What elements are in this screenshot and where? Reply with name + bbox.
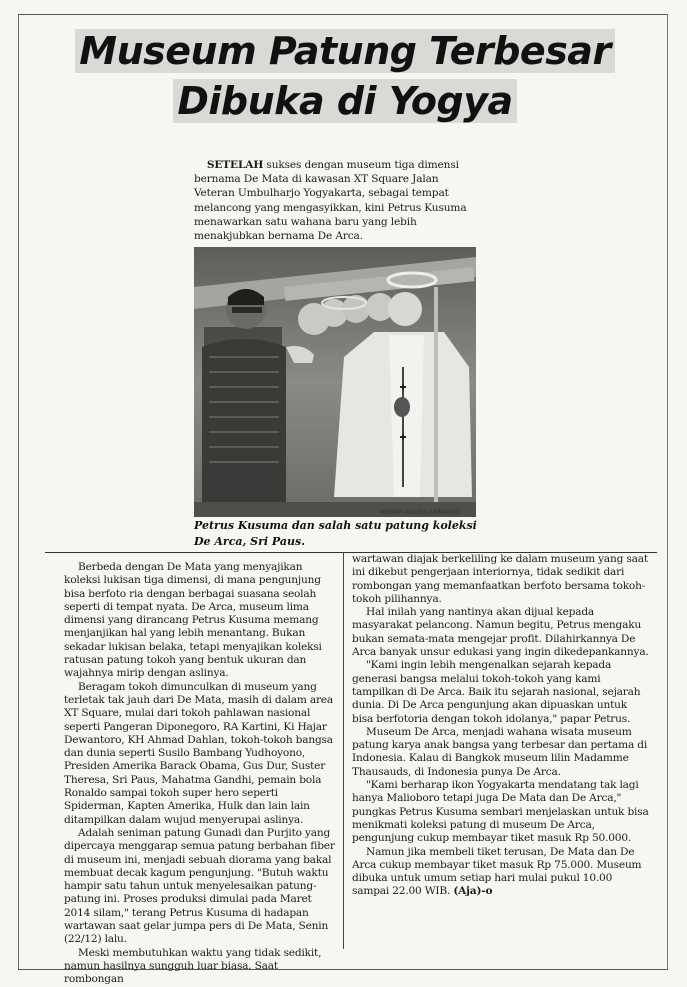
headline-line-2: Dibuka di Yogya [173,79,516,123]
headline-line-1: Museum Patung Terbesar [75,29,614,73]
author-signature: (Aja)-o [453,885,493,898]
body-paragraph-last [352,846,650,899]
lead-paragraph [194,158,476,243]
article-photo [194,247,476,517]
clipping-left-rule [18,14,19,969]
right-column [352,553,650,899]
closing-text: Namun jika membeli tiket terusan, De Mata dan De Arca cukup membayar tiket masuk Rp 75.000. Museum dibuka untuk umum setiap hari mulai pukul 10.00 sampai 22.00 WIB. [352,845,642,898]
body-paragraph: Adalah seniman patung Gunadi dan Purjito yang dipercaya menggarap semua patung berbahan fiber di museum ini, menjadi sebuah diorama yang bakal membuat decak kagum pengunjung. "Butuh waktu hampir satu tahun untuk menyelesaikan patung-patung ini. Proses produksi dimulai pada Maret 2014 silam," terang Petrus Kusuma di hadapan wartawan saat gelar jumpa pers di De Mata, Senin (22/12) lalu. [64,826,335,946]
body-paragraph: Berbeda dengan De Mata yang menyajikan koleksi lukisan tiga dimensi, di mana pengunjung bisa berfoto ria dengan berbagai suasana seolah seperti di tempat nyata. De Arca, museum lima dimensi yang dirancang Petrus Kusuma memang menjanjikan hal yang lebih menantang. Bukan sekadar lukisan belaka, tetapi menyajikan koleksi ratusan patung tokoh yang bentuk ukuran dan wajahnya mirip dengan aslinya. [64,561,322,680]
body-paragraph: "Kami ingin lebih mengenalkan sejarah kepada generasi bangsa melalui tokoh-tokoh yang kami tampilkan di De Arca. Baik itu sejarah nasional, sejarah dunia. Di De Arca pengunjung akan dipuaskan untuk bisa berfotoria dengan tokoh idolanya," papar Petrus. [352,659,641,725]
lead-first-word: SETELAH [206,159,264,171]
lead-text: sukses dengan museum tiga dimensi bernama De Mata di kawasan XT Square Jalan Veteran Umbulharjo Yogyakarta, sebagai tempat melancong yang mengasyikkan, kini Petrus Kusuma menawarkan satu wahana baru yang lebih menakjubkan bernama De Arca. [194,159,467,243]
photo-caption: Petrus Kusuma dan salah satu patung koleksi De Arca, Sri Paus. [194,519,477,548]
clipping-top-rule [18,14,668,15]
photo-credit: MERAPI-AGOES JUMIANTO [380,508,460,516]
body-paragraph-continued: wartawan diajak berkeliling ke dalam museum yang saat ini dikebut pengerjaan interiornya, tidak sedikit dari rombongan yang memanfaatkan berfoto bersama tokoh-tokoh pilihannya. [352,553,648,605]
body-paragraph: Museum De Arca, menjadi wahana wisata museum patung karya anak bangsa yang terbesar dan pertama di Indonesia. Kalau di Bangkok museum lilin Madamme Thausauds, di Indonesia punya De Arca. [352,725,648,778]
article-headline [60,26,630,126]
column-divider [343,552,344,949]
body-paragraph: "Kami berharap ikon Yogyakarta mendatang tak lagi hanya Malioboro tetapi juga De Mata dan De Arca," pungkas Petrus Kusuma sembari menjelaskan untuk bisa menikmati koleksi patung di museum De Arca, pengunjung cukup membayar tiket masuk Rp 50.000. [352,779,649,845]
clipping-right-rule [667,14,668,969]
body-paragraph: Beragam tokoh dimunculkan di museum yang terletak tak jauh dari De Mata, masih di dalam area XT Square, mulai dari tokoh pahlawan nasional seperti Pangeran Diponegoro, RA Kartini, Ki Hajar Dewantoro, KH Ahmad Dahlan, tokoh-tokoh bangsa dan dunia seperti Susilo Bambang Yudhoyono, Presiden Amerika Barack Obama, Gus Dur, Suster Theresa, Sri Paus, Mahatma Gandhi, pemain bola Ronaldo sampai tokoh super hero seperti Spiderman, Kapten Amerika, Hulk dan lain lain ditampilkan dalam wujud menyerupai aslinya. [64,680,333,826]
body-paragraph: Hal inilah yang nantinya akan dijual kepada masyarakat pelancong. Namun begitu, Petrus mengaku bukan semata-mata mengejar profit. Dilahirkannya De Arca banyak unsur edukasi yang ingin dikedepankannya. [352,606,649,659]
body-paragraph: Meski membutuhkan waktu yang tidak sedikit, namun hasilnya sungguh luar biasa. Saat rombongan [64,946,322,986]
left-column [64,561,340,987]
